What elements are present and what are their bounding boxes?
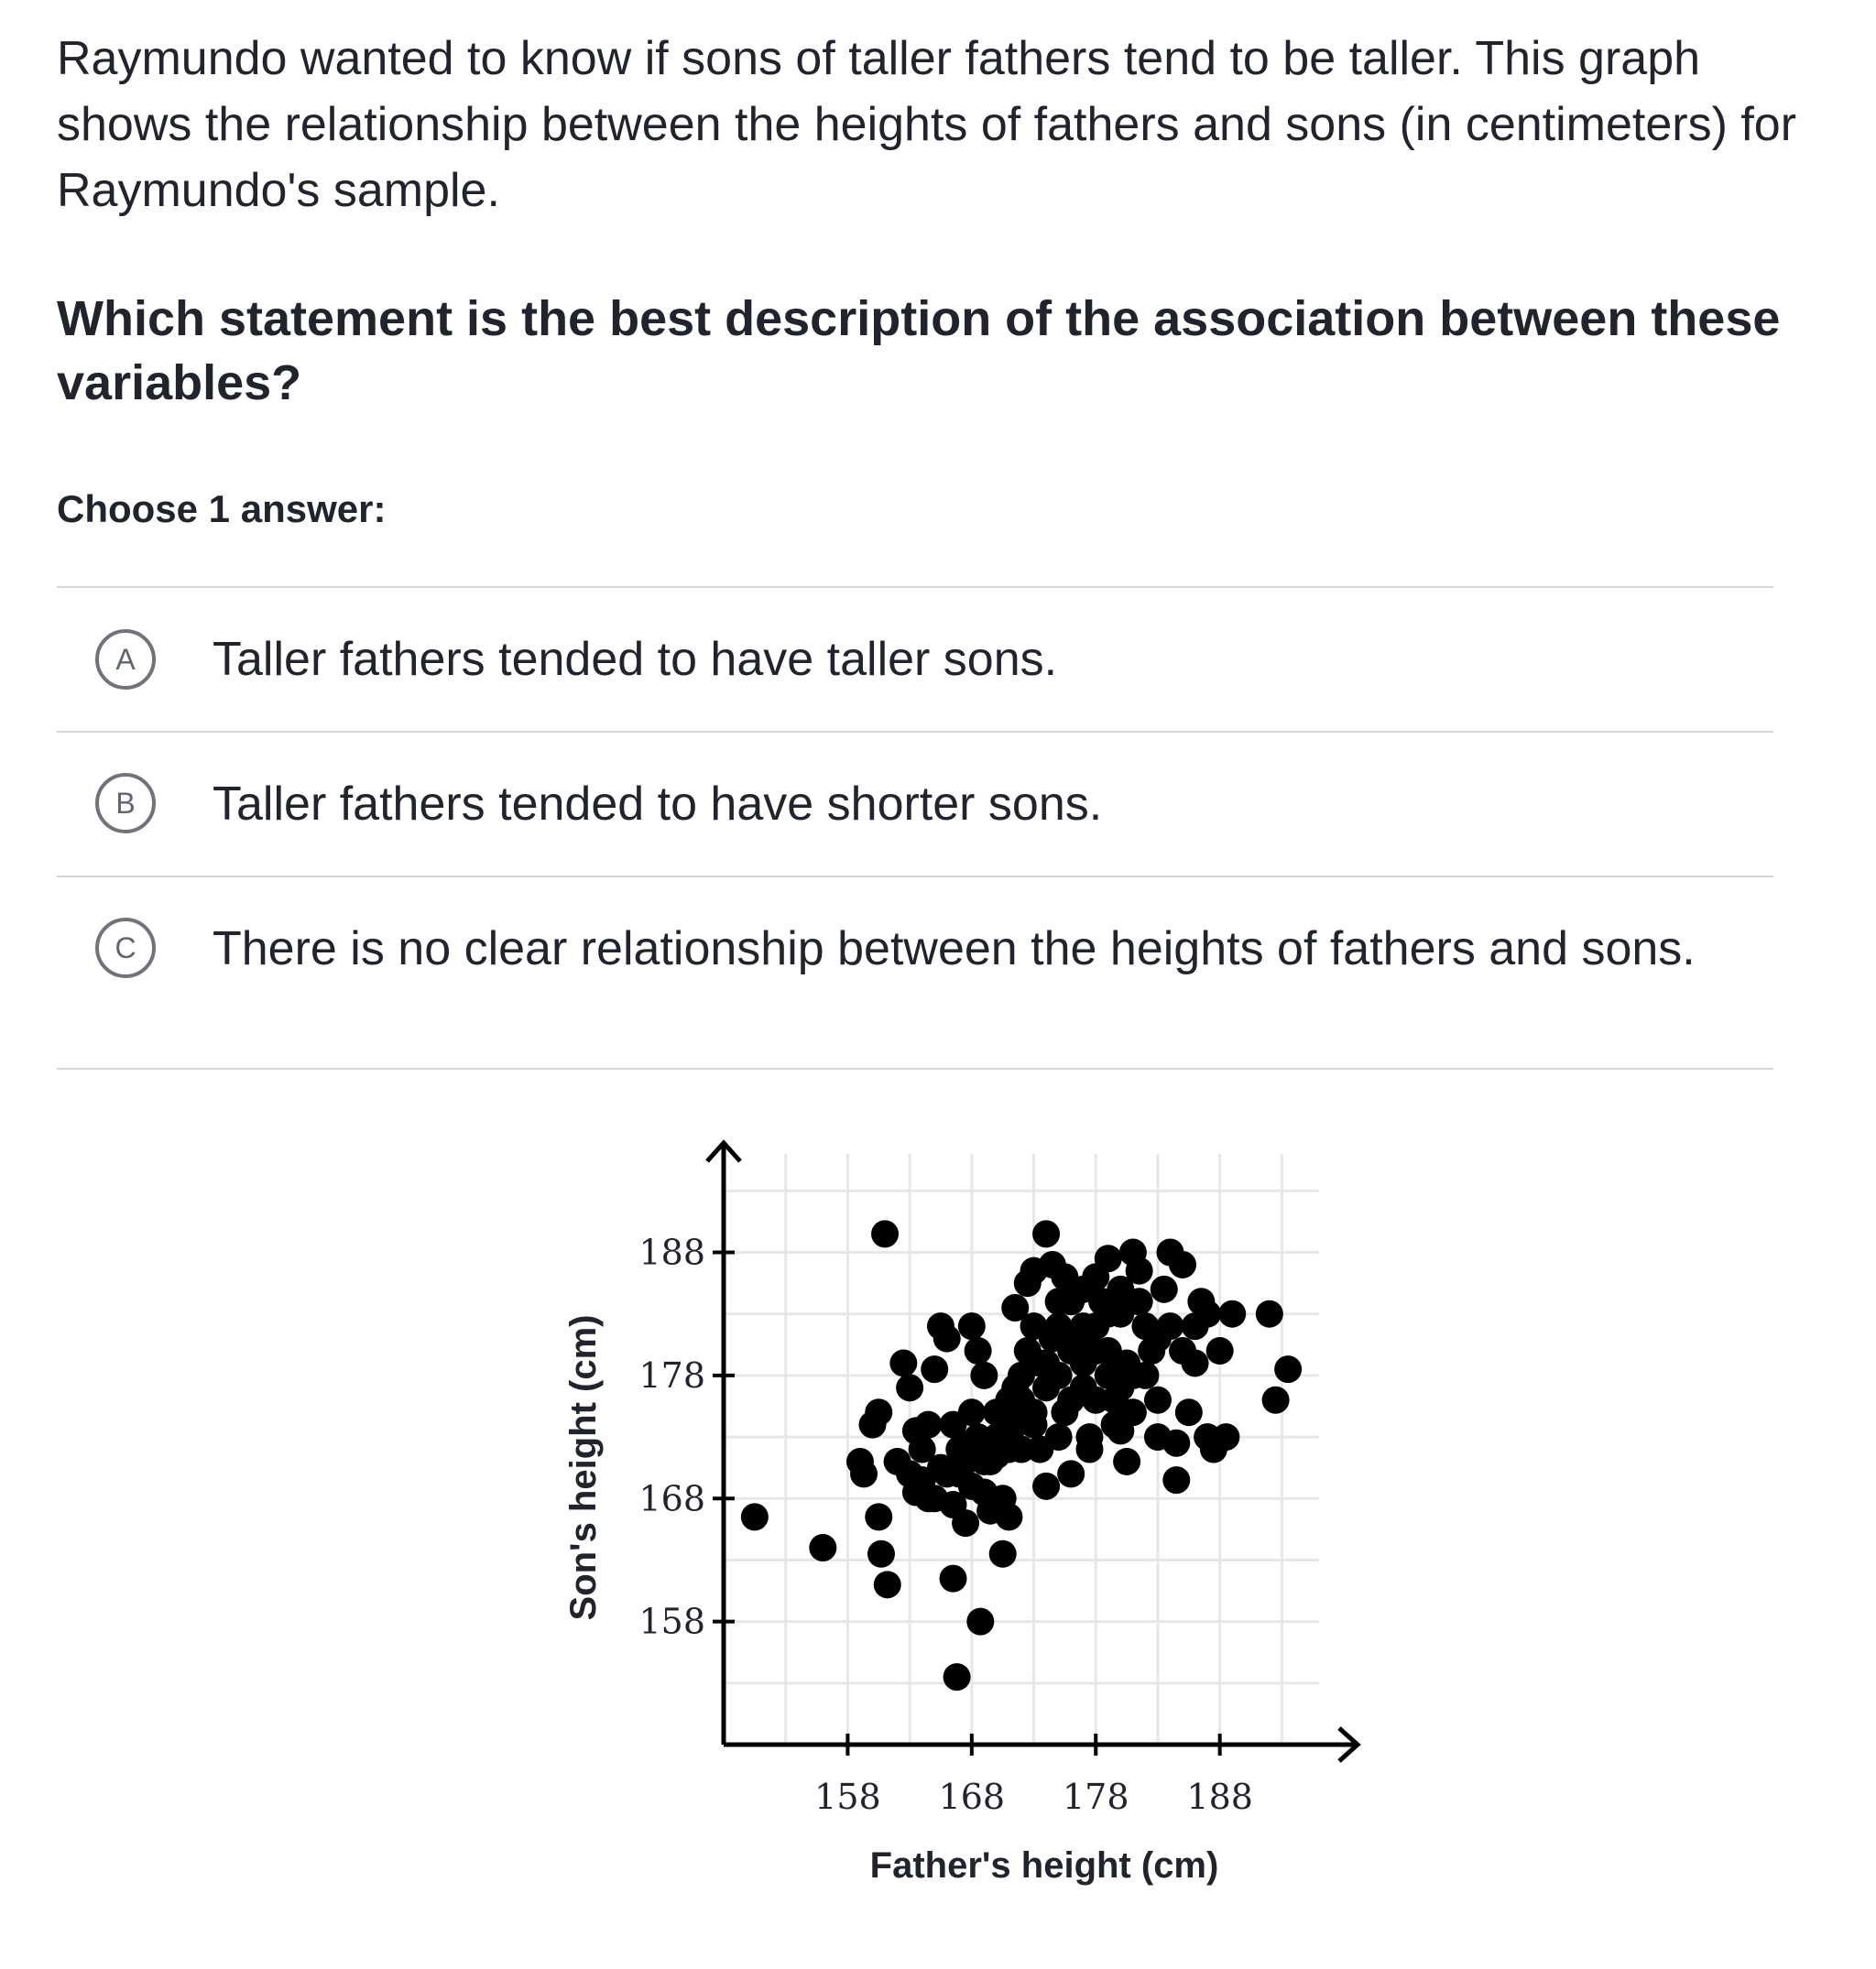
x-tick-label: 188 bbox=[1186, 1777, 1253, 1817]
data-point bbox=[1008, 1436, 1035, 1463]
data-point bbox=[1070, 1349, 1097, 1376]
choice-c-text: There is no clear relationship between the heights of fathers and sons. bbox=[213, 922, 1696, 975]
data-point bbox=[1206, 1337, 1234, 1365]
data-point bbox=[1057, 1288, 1085, 1315]
data-point bbox=[989, 1540, 1017, 1568]
answer-choice-b[interactable] bbox=[57, 733, 1773, 876]
data-point bbox=[1082, 1387, 1109, 1414]
data-point bbox=[1070, 1312, 1097, 1340]
y-tick-label: 158 bbox=[638, 1601, 705, 1642]
data-point bbox=[945, 1460, 973, 1487]
data-point bbox=[865, 1398, 892, 1426]
data-point bbox=[958, 1398, 986, 1426]
data-point bbox=[1194, 1300, 1221, 1328]
data-point bbox=[976, 1497, 1004, 1525]
data-point bbox=[914, 1485, 942, 1512]
choice-a-text: Taller fathers tended to have taller sons. bbox=[213, 633, 1058, 686]
problem-intro: Raymundo wanted to know if sons of taller fathers tend to be taller. This graph shows the relationship between the heights of fathers and sons (in centimeters) for Raymundo's sample. bbox=[57, 32, 1797, 217]
data-point bbox=[1045, 1423, 1073, 1451]
data-point bbox=[809, 1534, 836, 1561]
data-point bbox=[1274, 1355, 1302, 1383]
data-point bbox=[970, 1362, 998, 1389]
data-point bbox=[1169, 1337, 1196, 1365]
data-point bbox=[1151, 1276, 1178, 1303]
data-point bbox=[966, 1608, 994, 1636]
data-point bbox=[943, 1663, 971, 1691]
choice-b-radio[interactable]: B bbox=[95, 773, 156, 833]
data-point bbox=[1032, 1220, 1060, 1247]
data-point bbox=[1057, 1387, 1085, 1414]
data-point bbox=[1095, 1337, 1122, 1365]
data-point bbox=[952, 1509, 979, 1537]
scatter-plot-svg bbox=[550, 1136, 1374, 1923]
data-point bbox=[1095, 1300, 1122, 1328]
data-point bbox=[1162, 1466, 1190, 1494]
data-point bbox=[983, 1423, 1010, 1451]
data-point bbox=[1032, 1374, 1060, 1401]
y-tick-label: 178 bbox=[638, 1354, 705, 1396]
choice-divider bbox=[57, 1068, 1773, 1070]
data-point bbox=[1256, 1300, 1283, 1328]
data-point bbox=[914, 1411, 942, 1439]
data-point bbox=[958, 1312, 986, 1340]
x-axis-label: Father's height (cm) bbox=[869, 1845, 1219, 1886]
data-point bbox=[1113, 1448, 1140, 1475]
data-point bbox=[889, 1349, 917, 1376]
data-point bbox=[1020, 1411, 1048, 1439]
data-point bbox=[1169, 1251, 1196, 1278]
data-point bbox=[1095, 1245, 1122, 1272]
data-point bbox=[874, 1571, 901, 1598]
x-tick-label: 178 bbox=[1062, 1777, 1129, 1817]
scatter-chart bbox=[550, 1136, 1374, 1923]
y-axis-label: Son's height (cm) bbox=[563, 1314, 604, 1621]
data-point bbox=[1119, 1362, 1147, 1389]
data-point bbox=[1162, 1430, 1190, 1457]
data-point bbox=[965, 1337, 992, 1365]
data-point bbox=[1107, 1276, 1134, 1303]
data-point bbox=[1144, 1387, 1172, 1414]
data-point bbox=[1045, 1312, 1073, 1340]
data-point bbox=[995, 1387, 1022, 1414]
question-prompt: Which statement is the best description of the association between these variables? bbox=[57, 291, 1781, 410]
data-point bbox=[896, 1374, 923, 1401]
choice-a-radio[interactable]: A bbox=[95, 629, 156, 690]
data-point bbox=[741, 1503, 769, 1530]
answer-choice-a[interactable] bbox=[57, 588, 1773, 731]
data-point bbox=[1075, 1436, 1103, 1463]
data-point bbox=[921, 1355, 948, 1383]
data-point bbox=[1175, 1398, 1203, 1426]
data-point bbox=[970, 1448, 998, 1475]
data-point bbox=[1262, 1387, 1290, 1414]
data-point bbox=[1157, 1312, 1184, 1340]
data-point bbox=[884, 1448, 911, 1475]
answer-choice-c[interactable] bbox=[57, 877, 1773, 1066]
choice-b-text: Taller fathers tended to have shorter sons. bbox=[213, 778, 1103, 831]
data-point bbox=[1057, 1460, 1085, 1487]
data-point bbox=[871, 1220, 899, 1247]
x-tick-label: 168 bbox=[938, 1777, 1006, 1817]
answer-instruction: Choose 1 answer: bbox=[57, 487, 387, 530]
data-point bbox=[865, 1503, 892, 1530]
data-point bbox=[867, 1540, 895, 1568]
data-point bbox=[1119, 1398, 1147, 1426]
choice-c-radio[interactable]: C bbox=[95, 918, 156, 978]
data-point bbox=[1212, 1423, 1239, 1451]
y-tick-label: 188 bbox=[638, 1232, 705, 1273]
x-tick-label: 158 bbox=[814, 1777, 881, 1817]
data-point bbox=[940, 1565, 967, 1593]
data-point bbox=[1218, 1300, 1246, 1328]
y-tick-label: 168 bbox=[638, 1478, 705, 1519]
data-point bbox=[933, 1325, 961, 1353]
data-point bbox=[1032, 1473, 1060, 1500]
data-point bbox=[850, 1460, 878, 1487]
data-point bbox=[1032, 1349, 1060, 1376]
